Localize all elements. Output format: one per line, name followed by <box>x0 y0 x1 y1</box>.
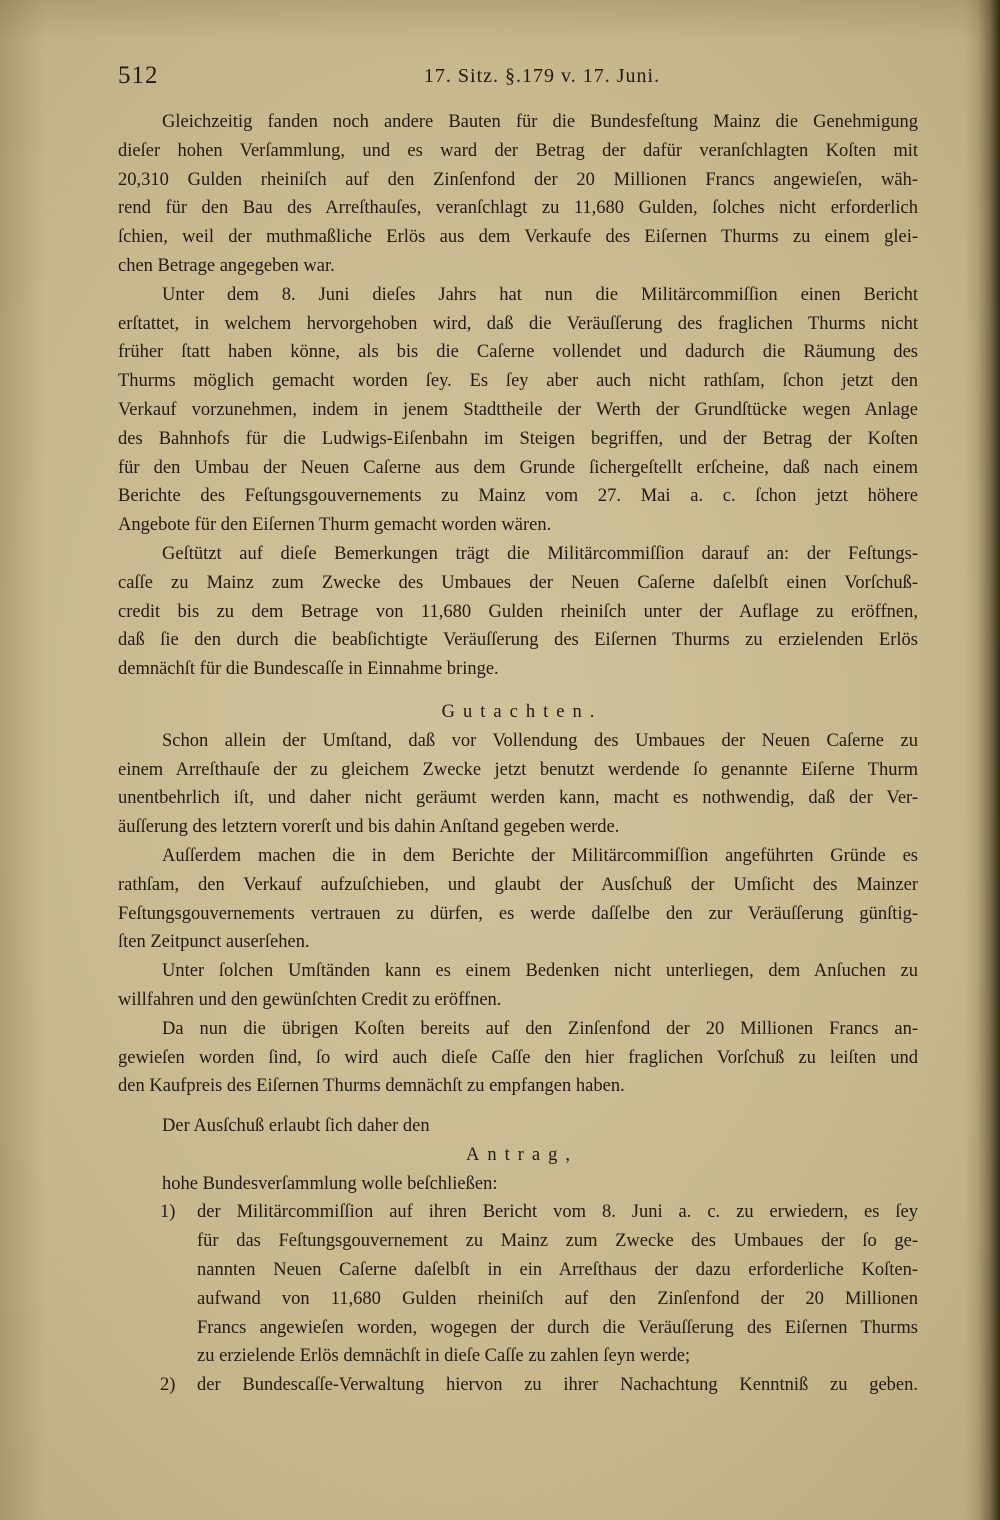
text-line: Unter dem 8. Juni dieſes Jahrs hat nun die Militärcommiſſion einen Bericht <box>162 284 918 305</box>
text-line: willfahren und den gewünſchten Credit zu eröffnen. <box>118 989 502 1010</box>
text-line: Unter ſolchen Umſtänden kann es einem Bedenken nicht unterliegen, dem Anſuchen zu <box>162 961 918 982</box>
text-line: 20,310 Gulden rheiniſch auf den Zinſenfond der 20 Millionen Francs angewieſen, wäh- <box>118 169 918 190</box>
text-line: einem Arreſthauſe der zu gleichem Zwecke jetzt benutzt werdende ſo genannte Eiſerne Thurm <box>118 759 918 780</box>
text-line: früher ſtatt haben könne, als bis die Caſerne vollendet und dadurch die Räumung des <box>118 342 918 363</box>
paragraph-3 <box>118 540 918 684</box>
text-line: caſſe zu Mainz zum Zwecke des Umbaues der Neuen Caſerne daſelbſt einen Vorſchuß- <box>118 572 918 593</box>
text-line: Schon allein der Umſtand, daß vor Vollendung des Umbaues der Neuen Caſerne zu <box>162 730 918 751</box>
item-first-line <box>118 1371 918 1400</box>
document-body <box>118 108 918 1400</box>
text-line: zu erzielende Erlös demnächſt in dieſe Caſſe zu zahlen ſeyn werde; <box>197 1346 691 1367</box>
item-number: 2) <box>160 1375 176 1396</box>
text-line: rathſam, den Verkauf aufzuſchieben, und glaubt der Ausſchuß der Umſicht des Mainzer <box>118 874 918 895</box>
section-heading-gutachten: Gutachten. <box>441 701 603 722</box>
text-line: dieſer hohen Verſammlung, und es ward der Betrag der dafür veranſchlagten Koſten mit <box>118 140 918 161</box>
text-line: gewieſen worden ſind, ſo wird auch dieſe Caſſe den hier fraglichen Vorſchuß zu leiſten und <box>118 1047 918 1068</box>
paragraph-1 <box>118 108 918 281</box>
text-line: für das Feſtungsgouvernement zu Mainz zum Zwecke des Umbaues der ſo ge- <box>197 1231 918 1252</box>
text-line: hohe Bundesverſammlung wolle beſchließen: <box>162 1173 498 1194</box>
text-line: für den Umbau der Neuen Caſerne aus dem Grunde ſichergeſtellt erſcheine, daß nach einem <box>118 457 918 478</box>
text-line: Berichte des Feſtungsgouvernements zu Mainz vom 27. Mai a. c. ſchon jetzt höhere <box>118 486 918 507</box>
text-line: Francs angewieſen worden, wogegen der durch die Veräuſſerung des Eiſernen Thurms <box>197 1317 918 1338</box>
text-line: ſten Zeitpunct auserſehen. <box>118 932 310 953</box>
text-line: Geſtützt auf dieſe Bemerkungen trägt die Militärcommiſſion darauf an: der Feſtungs- <box>162 543 918 564</box>
paragraph-8 <box>118 1112 918 1141</box>
text-line: Verkauf vorzunehmen, indem in jenem Stadttheile der Werth der Grundſtücke wegen Anlage <box>118 399 918 420</box>
paragraph-4 <box>118 727 918 842</box>
item-number: 1) <box>160 1202 176 1223</box>
text-line: daß ſie den durch die beabſichtigte Veräuſſerung des Eiſernen Thurms zu erzielenden Erlös <box>118 630 918 651</box>
paragraph-9 <box>118 1170 918 1199</box>
page-number: 512 <box>118 62 159 89</box>
text-line: erſtattet, in welchem hervorgehoben wird, daß die Veräuſſerung des fraglichen Thurms nicht <box>118 313 918 334</box>
text-line: Feſtungsgouvernements vertrauen zu dürfen, es werde daſſelbe den zur Veräuſſerung günſtig- <box>118 903 918 924</box>
text-line: demnächſt für die Bundescaſſe in Einnahme bringe. <box>118 659 499 680</box>
item-first-line <box>118 1198 918 1227</box>
paragraph-6 <box>118 957 918 1015</box>
text-line: Thurms möglich gemacht worden ſey. Es ſey aber auch nicht rathſam, ſchon jetzt den <box>118 371 918 392</box>
paragraph-2 <box>118 281 918 540</box>
text-line: Auſſerdem machen die in dem Berichte der Militärcommiſſion angeführten Gründe es <box>162 845 918 866</box>
text-line: Angebote für den Eiſernen Thurm gemacht worden wären. <box>118 515 552 536</box>
text-line: äuſſerung des letztern vorerſt und bis dahin Anſtand gegeben werde. <box>118 817 620 838</box>
text-line: unentbehrlich iſt, und daher nicht geräumt werden kann, macht es nothwendig, daß der Ver- <box>118 788 918 809</box>
text-line: nannten Neuen Caſerne daſelbſt in ein Arreſthaus der dazu erforderliche Koſten- <box>197 1260 918 1281</box>
paragraph-5 <box>118 842 918 957</box>
section-heading-antrag: Antrag, <box>466 1144 578 1165</box>
text-line: rend für den Bau des Arreſthauſes, veranſchlagt zu 11,680 Gulden, ſolches nicht erforderlich <box>118 198 918 219</box>
paragraph-7 <box>118 1015 918 1101</box>
text-line: aufwand von 11,680 Gulden rheiniſch auf den Zinſenfond der 20 Millionen <box>197 1288 918 1309</box>
numbered-item-2 <box>118 1371 918 1400</box>
numbered-item-1 <box>118 1198 918 1371</box>
text-line: chen Betrage angegeben war. <box>118 255 335 276</box>
text-line: der Militärcommiſſion auf ihren Bericht vom 8. Juni a. c. zu erwiedern, es ſey <box>197 1202 918 1223</box>
running-title: 17. Sitz. §.179 v. 17. Juni. <box>423 65 661 87</box>
text-line: Da nun die übrigen Koſten bereits auf den Zinſenfond der 20 Millionen Francs an- <box>162 1018 918 1039</box>
text-line: den Kaufpreis des Eiſernen Thurms demnächſt zu empfangen haben. <box>118 1076 625 1097</box>
text-line: ſchien, weil der muthmaßliche Erlös aus dem Verkaufe des Eiſernen Thurms zu einem glei- <box>118 227 918 248</box>
page-header <box>118 60 918 92</box>
text-line: der Bundescaſſe-Verwaltung hiervon zu ihrer Nachachtung Kenntniß zu geben. <box>197 1375 918 1396</box>
text-line: Gleichzeitig fanden noch andere Bauten für die Bundesfeſtung Mainz die Genehmigung <box>162 112 918 132</box>
text-line: credit bis zu dem Betrage von 11,680 Gulden rheiniſch unter der Auflage zu eröffnen, <box>118 601 918 622</box>
text-line: Der Ausſchuß erlaubt ſich daher den <box>162 1116 430 1137</box>
text-line: des Bahnhofs für die Ludwigs-Eiſenbahn im Steigen begriffen, und der Betrag der Koſten <box>118 428 918 449</box>
